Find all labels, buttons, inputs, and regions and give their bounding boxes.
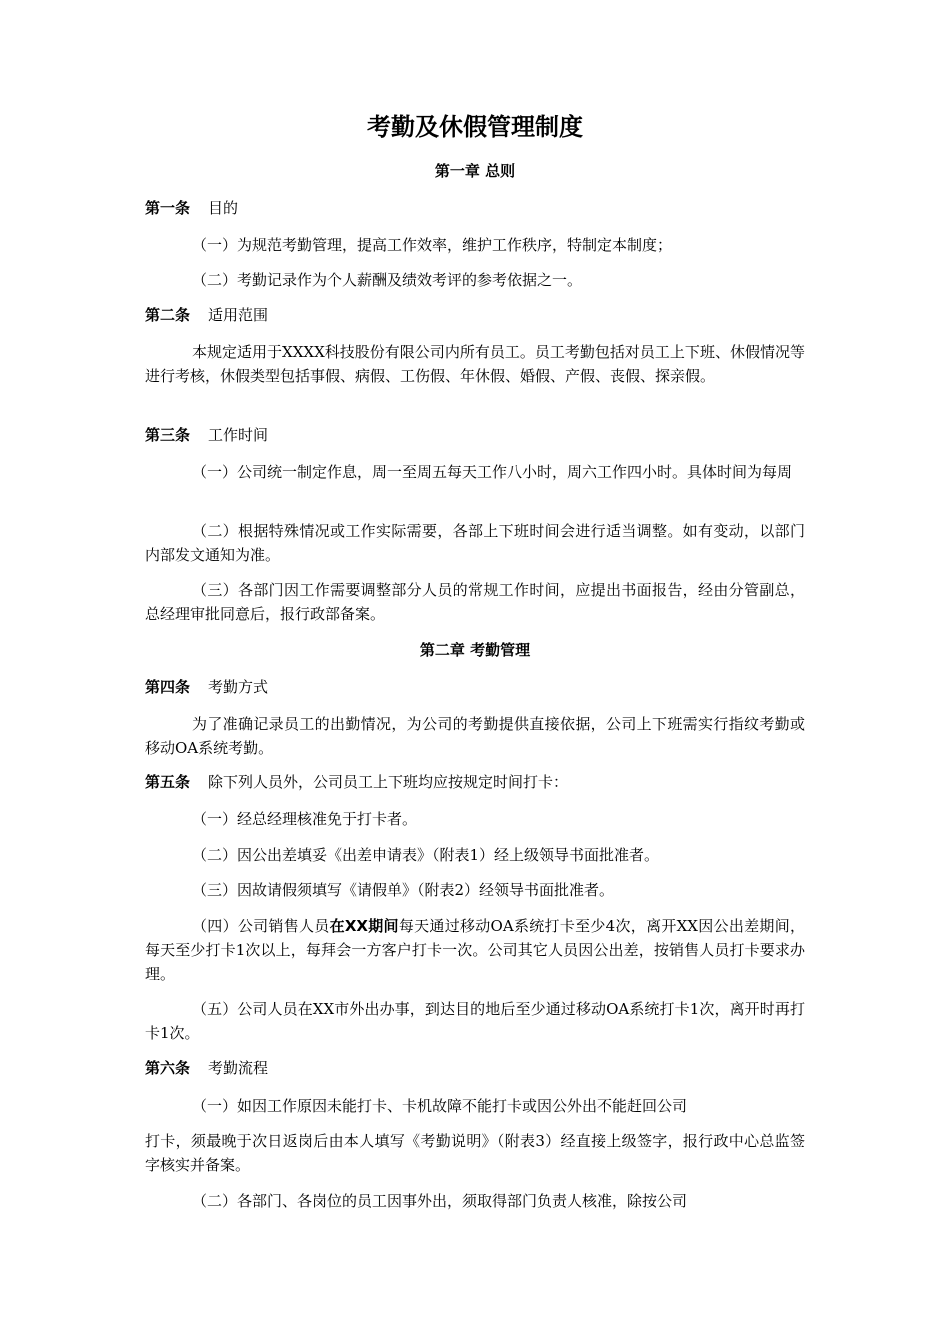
article-1-clause-1: （一）为规范考勤管理，提高工作效率，维护工作秩序，特制定本制度； [192,236,673,254]
article-3-title: 工作时间 [208,426,269,444]
article-3-heading [145,424,805,446]
article-4-paragraph: 为了准确记录员工的出勤情况，为公司的考勤提供直接依据，公司上下班需实行指纹考勤或移动OA系统考勤。 [145,715,805,757]
article-1-number: 第一条 [145,199,191,217]
article-5-number: 第五条 [145,773,191,791]
article-5-clause-4-rest: 每天通过移动OA系统打卡至少4次，离开XX因公出差期间，每天至少打卡1次以上，每拜会一方客户打卡一次。公司其它人员因公出差，按销售人员打卡要求办理。 [145,917,805,983]
article-4-title: 考勤方式 [208,678,269,696]
article-6-clause-2: （二）各部门、各岗位的员工因事外出，须取得部门负责人核准，除按公司 [192,1192,688,1210]
article-3-clause-2: （二）根据特殊情况或工作实际需要，各部上下班时间会进行适当调整。如有变动，以部门内部发文通知为准。 [145,522,805,564]
article-6-clause-1: （一）如因工作原因未能打卡、卡机故障不能打卡或因公外出不能赶回公司 [192,1097,688,1115]
article-1-title: 目的 [208,199,239,217]
article-5-title: 除下列人员外，公司员工上下班均应按规定时间打卡： [208,773,569,791]
article-2-number: 第二条 [145,306,191,324]
article-5-clause-3: （三）因故请假须填写《请假单》（附表2）经领导书面批准者。 [192,881,615,899]
article-5-clause-5: （五）公司人员在XX市外出办事，到达目的地后至少通过移动OA系统打卡1次，离开时再打卡1次。 [145,1000,805,1042]
article-5-clause-4 [145,914,805,986]
article-5-clause-2: （二）因公出差填妥《出差申请表》（附表1）经上级领导书面批准者。 [192,846,660,864]
article-5-clause-4-emphasis: 在XX期间 [329,917,399,935]
article-1-heading [145,197,805,219]
article-3-clause-1: （一）公司统一制定作息，周一至周五每天工作八小时，周六工作四小时。具体时间为每周 [192,463,793,481]
chapter-1-heading: 第一章 总则 [434,162,516,180]
article-1-clause-2: （二）考勤记录作为个人薪酬及绩效考评的参考依据之一。 [192,271,583,289]
article-2-heading [145,304,805,326]
article-2-paragraph: 本规定适用于XXXX科技股份有限公司内所有员工。员工考勤包括对员工上下班、休假情况等进行考核，休假类型包括事假、病假、工伤假、年休假、婚假、产假、丧假、探亲假。 [145,343,805,385]
article-5-heading [145,771,805,793]
article-6-clause-1-continued: 打卡，须最晚于次日返岗后由本人填写《考勤说明》（附表3）经直接上级签字，报行政中心总监签字核实并备案。 [145,1132,805,1174]
chapter-2-heading: 第二章 考勤管理 [419,641,531,659]
article-6-heading [145,1057,805,1079]
article-4-heading [145,676,805,698]
document-title: 考勤及休假管理制度 [367,113,583,141]
article-6-title: 考勤流程 [208,1059,269,1077]
article-5-clause-1: （一）经总经理核准免于打卡者。 [192,810,418,828]
article-5-clause-4-start: （四）公司销售人员 [192,917,330,935]
article-3-clause-3: （三）各部门因工作需要调整部分人员的常规工作时间，应提出书面报告，经由分管副总，总经理审批同意后，报行政部备案。 [145,581,805,623]
article-6-number: 第六条 [145,1059,191,1077]
article-2-title: 适用范围 [208,306,269,324]
article-4-number: 第四条 [145,678,191,696]
article-3-number: 第三条 [145,426,191,444]
